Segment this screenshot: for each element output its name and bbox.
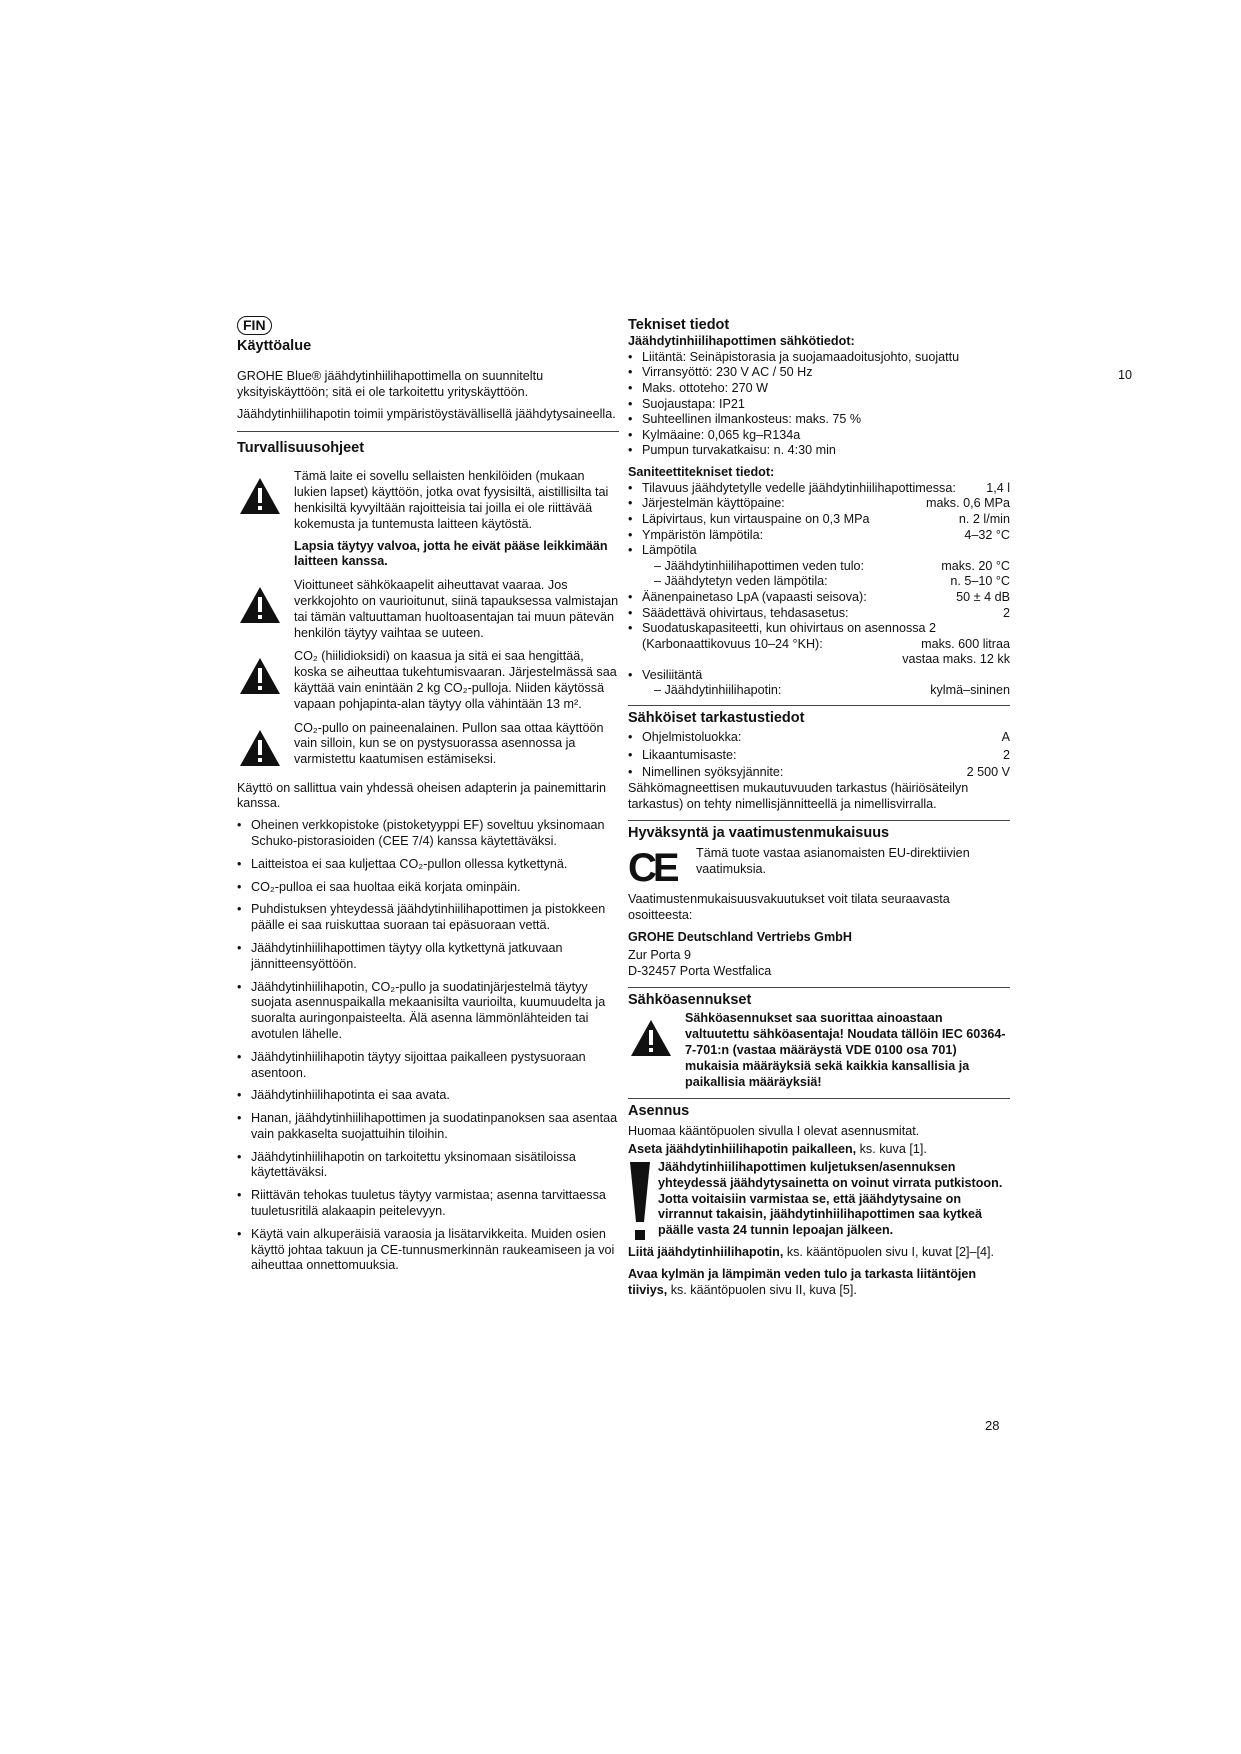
subheading: Jäähdytinhiilihapottimen sähkötiedot:	[628, 334, 855, 348]
warning-block	[237, 469, 619, 570]
warning-text: CO₂-pullo on paineenalainen. Pullon saa ottaa käyttöön vain silloin, kun se on pystysuorassa asennossa ja varmistettu kaatumisen estämiseksi.	[294, 720, 604, 767]
spec-value: 2 500 V	[966, 765, 1010, 780]
spec-label: • Säädettävä ohivirtaus, tehdasasetus:	[642, 605, 849, 620]
section-title-approval: Hyväksyntä ja vaatimustenmukaisuus	[628, 825, 890, 842]
list-item: • Oheinen verkkopistoke (pistoketyyppi EF) soveltuu yksinomaan Schuko-pistorasioiden (CEE 7/4) kanssa käytettäväksi.	[237, 818, 619, 850]
list-item: • Jäähdytinhiilihapotinta ei saa avata.	[237, 1088, 619, 1104]
notice-block	[628, 1160, 1010, 1239]
warning-icon	[239, 657, 281, 695]
warning-icon	[630, 1019, 672, 1057]
section-title-tech: Tekniset tiedot	[628, 317, 730, 333]
warning-text: Vioittuneet sähkökaapelit aiheuttavat vaaraa. Jos verkkojohto on vaurioitunut, siinä tapauksessa valmistajan tai tämän valtuuttaman huoltoasentajan tai muun pätevän henkilön täytyy vaihtaa se uuteen.	[294, 578, 619, 640]
spec-label: • Vesiliitäntä	[642, 667, 703, 682]
spec-label: • Ympäristön lämpötila:	[642, 527, 764, 542]
spec-label: • Suodatuskapasiteetti, kun ohivirtaus on asennossa 2	[642, 621, 937, 636]
language-badge: FIN	[237, 316, 272, 335]
spec-value: 50 ± 4 dB	[956, 589, 1010, 604]
exclamation-icon	[628, 1160, 652, 1250]
warning-block	[237, 578, 619, 641]
spec-label: – Jäähdytinhiilihapottimen veden tulo:	[654, 558, 865, 573]
divider	[628, 820, 1010, 821]
list-item: • Jäähdytinhiilihapotin, CO₂-pullo ja suodatinjärjestelmä täytyy suojata asennuspaikalla mekaanisilta vaurioilta, kuumuudelta ja suoralta auringonpaisteelta. Älä asenna lämmönlähteiden tai avotulen lähelle.	[237, 980, 619, 1043]
spec-item	[628, 512, 1010, 528]
ce-block	[628, 846, 1010, 892]
spec-label: • Nimellinen syöksyjännite:	[642, 765, 784, 780]
spec-label: • Läpivirtaus, kun virtauspaine on 0,3 MPa	[642, 511, 870, 526]
ce-text: Tämä tuote vastaa asianomaisten EU-direktiivien vaatimuksia.	[696, 846, 970, 877]
instruction-bold: Aseta jäähdytinhiilihapotin paikalleen,	[628, 1142, 857, 1157]
paragraph: Vaatimustenmukaisuusvakuutukset voit tilata seuraavasta osoitteesta:	[628, 892, 950, 923]
right-column	[628, 316, 1010, 1304]
list-item: • Käytä vain alkuperäisiä varaosia ja lisätarvikkeita. Muiden osien käyttö johtaa takuun ja CE-tunnusmerkinnän raukeamiseen ja voi aiheuttaa onnettomuuksia.	[237, 1227, 619, 1274]
check-specs	[628, 730, 1010, 781]
spec-item	[628, 621, 1010, 637]
electrical-specs	[628, 350, 1010, 459]
spec-value: 1,4 l	[986, 480, 1010, 495]
spec-item	[628, 606, 1010, 622]
warning-text: Sähköasennukset saa suorittaa ainoastaan valtuutettu sähköasentaja! Noudata tällöin IEC 60364-7-701:n (vastaa määräystä VDE 0100 osa 701) mukaisia määräyksiä sekä kaikkia kansallisia ja paikallisia määräyksiä!	[685, 1011, 1006, 1089]
section-title-check: Sähköiset tarkastustiedot	[628, 710, 805, 727]
warning-icon	[239, 729, 281, 767]
notice-text: Jäähdytinhiilihapottimen kuljetuksen/asennuksen yhteydessä jäähdytysainetta on voinut virrata putkistoon. Jotta voitaisiin varmistaa se, että jäähdytysaine on virrannut takaisin, jäähdytinhiilihapottimen saa kytkeä päälle vasta 24 tunnin lepoajan jälkeen.	[658, 1160, 1003, 1238]
list-item: • Puhdistuksen yhteydessä jäähdytinhiilihapottimen ja pistokkeen päälle ei saa ruiskuttaa suoraan tai epäsuoraan vettä.	[237, 902, 619, 934]
margin-number: 10	[1118, 368, 1133, 382]
spec-subitem	[628, 559, 1010, 575]
section-title-electric: Sähköasennukset	[628, 992, 752, 1009]
warning-icon	[239, 477, 281, 515]
spec-item	[628, 428, 1010, 444]
spec-value: n. 5–10 °C	[950, 574, 1010, 589]
paragraph: Jäähdytinhiilihapotin toimii ympäristöystävällisellä jäähdytysaineella.	[237, 406, 616, 421]
spec-label: • Maks. ottoteho: 270 W	[642, 380, 768, 395]
spec-value: kylmä–sininen	[930, 683, 1010, 698]
section-title-safety: Turvallisuusohjeet	[237, 440, 365, 457]
adapter-note: Käyttö on sallittua vain yhdessä oheisen adapterin ja painemittarin kanssa.	[237, 780, 606, 811]
paragraph: GROHE Blue® jäähdytinhiilihapottimella on suunniteltu yksityiskäyttöön; sitä ei ole tarkoitettu yrityskäyttöön.	[237, 369, 544, 399]
address-street: Zur Porta 9	[628, 947, 691, 962]
spec-item	[628, 590, 1010, 606]
spec-label: • Pumpun turvakatkaisu: n. 4:30 min	[642, 443, 836, 458]
page-number: 28	[985, 1418, 1000, 1433]
spec-subitem	[628, 683, 1010, 699]
paragraph	[628, 1267, 1010, 1299]
list-item: • Jäähdytinhiilihapotin on tarkoitettu yksinomaan sisätiloissa käytettäväksi.	[237, 1150, 619, 1182]
address-city: D-32457 Porta Westfalica	[628, 963, 772, 978]
instruction-ref: ks. kuva [1].	[856, 1142, 927, 1157]
list-item: • Jäähdytinhiilihapotin täytyy sijoittaa paikalleen pystysuoraan asentoon.	[237, 1050, 619, 1082]
spec-value: 4–32 °C	[964, 527, 1010, 542]
spec-item	[628, 528, 1010, 544]
spec-label: – Jäähdytinhiilihapotin:	[654, 683, 782, 698]
spec-subitem	[628, 637, 1010, 653]
spec-value: maks. 20 °C	[941, 558, 1010, 573]
spec-label: • Äänenpainetaso LpA (vapaasti seisova):	[642, 589, 867, 604]
instruction-bold: Liitä jäähdytinhiilihapotin,	[628, 1244, 784, 1259]
spec-label: – Jäähdytetyn veden lämpötila:	[654, 574, 828, 589]
spec-subitem	[628, 652, 1010, 668]
warning-icon	[239, 586, 281, 624]
company-name: GROHE Deutschland Vertriebs GmbH	[628, 930, 852, 945]
spec-item	[628, 668, 1010, 684]
spec-label: • Lämpötila	[642, 543, 697, 558]
spec-value: A	[1001, 730, 1010, 745]
spec-label: • Suhteellinen ilmankosteus: maks. 75 %	[642, 412, 862, 427]
spec-label: • Tilavuus jäähdytetylle vedelle jäähdytinhiilihapottimessa:	[642, 480, 956, 495]
spec-item	[628, 765, 1010, 781]
paragraph	[628, 1245, 1010, 1261]
warning-block	[237, 721, 619, 773]
spec-item	[628, 443, 1010, 459]
warning-block	[237, 649, 619, 712]
list-item: • CO₂-pulloa ei saa huoltaa eikä korjata ominpäin.	[237, 880, 619, 896]
spec-item	[628, 481, 1010, 497]
instruction-ref: ks. kääntöpuolen sivu II, kuva [5].	[667, 1282, 857, 1297]
spec-item	[628, 397, 1010, 413]
spec-label: • Ohjelmistoluokka:	[642, 730, 742, 745]
subheading: Saniteettitekniset tiedot:	[628, 464, 775, 479]
spec-value: 2	[1002, 747, 1010, 762]
spec-item	[628, 412, 1010, 428]
spec-value: maks. 600 litraa	[921, 636, 1010, 651]
spec-item	[628, 365, 1010, 381]
sanitary-specs	[628, 481, 1010, 699]
spec-item	[628, 496, 1010, 512]
list-item: • Jäähdytinhiilihapottimen täytyy olla kytkettynä jatkuvaan jännitteensyöttöön.	[237, 941, 619, 973]
divider	[237, 431, 619, 432]
spec-label: • Järjestelmän käyttöpaine:	[642, 496, 785, 511]
spec-label: • Kylmäaine: 0,065 kg–R134a	[642, 427, 801, 442]
spec-label: • Suojaustapa: IP21	[642, 396, 745, 411]
spec-label: (Karbonaattikovuus 10–24 °KH):	[642, 636, 823, 651]
instruction-bold: Avaa kylmän ja lämpimän veden tulo ja tarkasta liitäntöjen tiiviys,	[628, 1266, 977, 1297]
list-item: • Riittävän tehokas tuuletus täytyy varmistaa; asenna tarvittaessa tuuletusritilä alakaapin peitelevyyn.	[237, 1188, 619, 1220]
list-item: • Laitteistoa ei saa kuljettaa CO₂-pullon ollessa kytkettynä.	[237, 857, 619, 873]
section-title-install: Asennus	[628, 1103, 690, 1120]
spec-value: 2	[1002, 605, 1010, 620]
safety-list	[237, 818, 619, 1274]
spec-label: • Liitäntä: Seinäpistorasia ja suojamaadoitusjohto, suojattu	[642, 349, 960, 364]
paragraph	[628, 1142, 1010, 1158]
spec-label: • Virransyöttö: 230 V AC / 50 Hz	[642, 365, 813, 380]
paragraph: Sähkömagneettisen mukautuvuuden tarkastus (häiriösäteilyn tarkastus) on tehty nimellisjännitteellä ja nimellisvirralla.	[628, 780, 969, 811]
divider	[628, 1098, 1010, 1099]
spec-label: • Likaantumisaste:	[642, 747, 737, 762]
ce-mark-icon: CE	[628, 846, 676, 891]
list-item: • Hanan, jäähdytinhiilihapottimen ja suodatinpanoksen saa asentaa vain pakkaselta suojattuihin tiloihin.	[237, 1111, 619, 1143]
paragraph: Huomaa kääntöpuolen sivulla I olevat asennusmitat.	[628, 1124, 920, 1139]
warning-block	[628, 1011, 1010, 1090]
spec-item	[628, 350, 1010, 366]
spec-item	[628, 543, 1010, 559]
left-column	[237, 316, 619, 1281]
spec-item	[628, 730, 1010, 746]
warning-text-bold: Lapsia täytyy valvoa, jotta he eivät pääse leikkimään laitteen kanssa.	[294, 538, 608, 569]
divider	[628, 705, 1010, 706]
warning-text: CO₂ (hiilidioksidi) on kaasua ja sitä ei saa hengittää, koska se aiheuttaa tukehtumisvaaran. Järjestelmässä saa käyttää vain enintään 2 kg CO₂-pulloja. Niiden käytössä vapaan pohjapinta-alan täytyy olla vähintään 13 m².	[294, 649, 617, 711]
section-title-kayttoalue: Käyttöalue	[237, 338, 312, 354]
spec-subitem	[628, 574, 1010, 590]
instruction-ref: ks. kääntöpuolen sivu I, kuvat [2]–[4].	[783, 1244, 995, 1259]
warning-text: Tämä laite ei sovellu sellaisten henkilöiden (mukaan lukien lapset) käyttöön, jotka ovat fyysisiltä, aistillisilta tai henkisiltä kyvyiltään rajoitteisia tai joilla ei ole riittävää kokemusta ja tuntemusta laitteen käytöstä.	[294, 469, 609, 531]
spec-value: maks. 0,6 MPa	[926, 496, 1010, 511]
spec-value: n. 2 l/min	[958, 511, 1010, 526]
spec-value: vastaa maks. 12 kk	[902, 652, 1010, 667]
spec-item	[628, 748, 1010, 764]
divider	[628, 987, 1010, 988]
spec-item	[628, 381, 1010, 397]
